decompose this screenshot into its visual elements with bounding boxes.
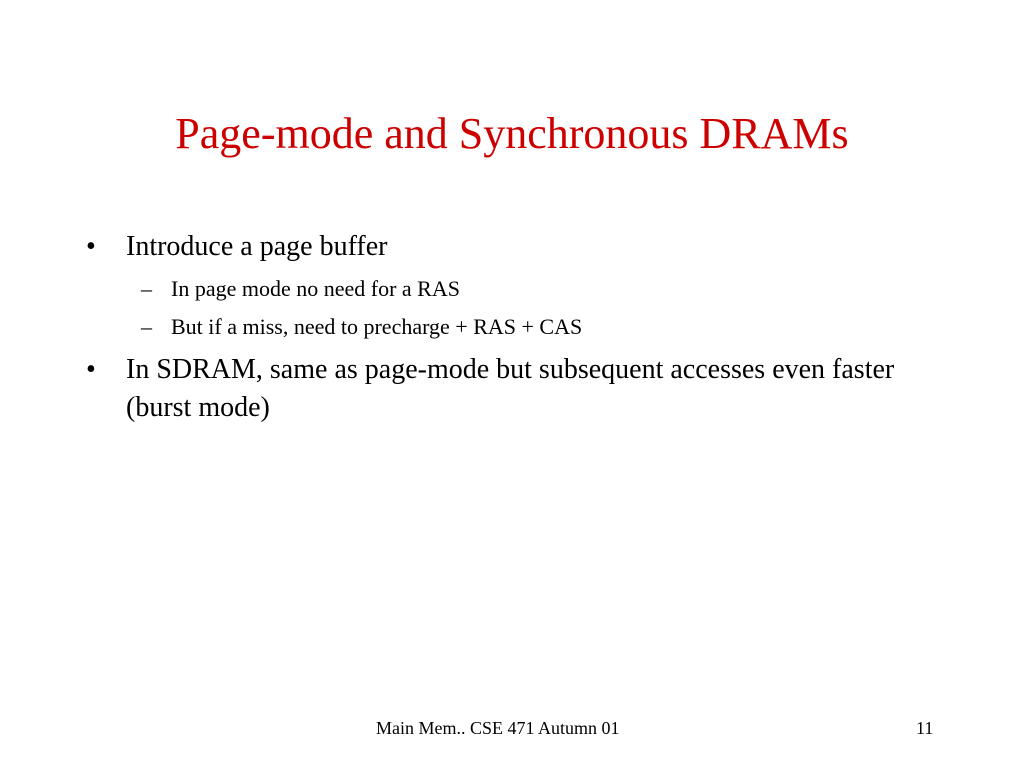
bullet-marker: • [86,354,96,385]
slide-page-number: 11 [916,718,934,738]
bullet-marker: • [86,231,96,262]
bullet-text: In SDRAM, same as page-mode but subsequent accesses even faster (burst mode) [126,354,895,423]
sub-bullet-text: In page mode no need for a RAS [171,276,460,301]
sub-bullet-item [86,313,946,341]
bullet-list [86,228,946,436]
bullet-text: Introduce a page buffer [126,231,388,262]
bullet-item [86,351,946,427]
sub-bullet-marker: – [141,276,152,301]
bullet-item [86,228,946,266]
footer-course-label: Main Mem.. CSE 471 Autumn 01 [376,718,620,738]
sub-bullet-text: But if a miss, need to precharge + RAS + CAS [171,314,583,339]
sub-bullet-marker: – [141,314,152,339]
slide-title: Page-mode and Synchronous DRAMs [175,109,849,158]
sub-bullet-item [86,275,946,303]
